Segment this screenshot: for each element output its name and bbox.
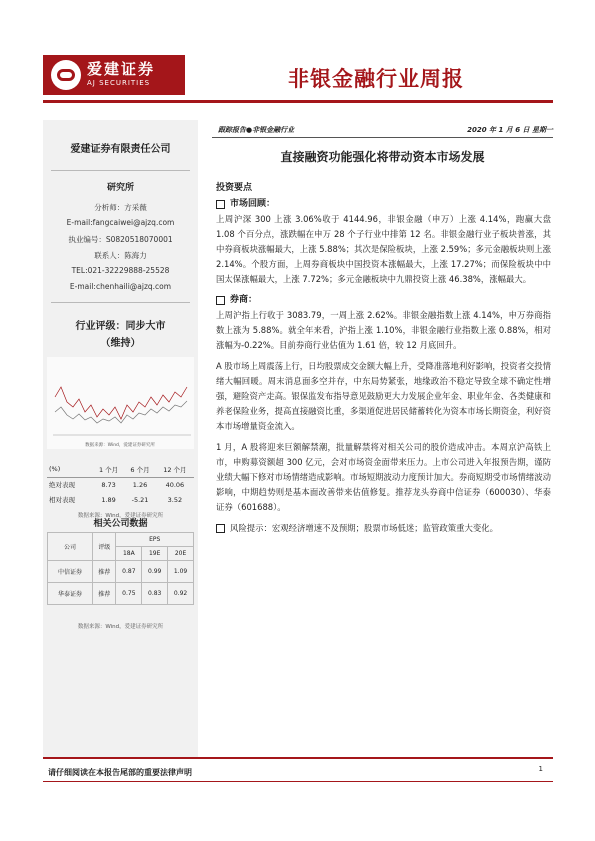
analyst-name: 分析师：方采薇: [94, 203, 147, 212]
perf-cell: 40.06: [165, 480, 185, 489]
rating-line-2: （维持）: [100, 338, 141, 349]
perf-header-cell: 12 个月: [156, 462, 194, 477]
main-content: [216, 181, 551, 538]
contact-tel: TEL:021-32229888-25528: [71, 266, 170, 275]
logo-text-cn: 爱建证券: [87, 60, 156, 79]
perf-cell: 3.52: [167, 495, 183, 504]
logo-text-en: AJ SECURITIES: [87, 79, 151, 88]
rel-cell: 推荐: [93, 583, 116, 605]
company-name: 爱建证券有限责任公司: [70, 144, 171, 155]
performance-chart: [47, 357, 194, 449]
perf-header-cell: 6 个月: [124, 462, 155, 477]
contact-name: 联系人：陈海力: [94, 251, 147, 260]
divider: [51, 170, 190, 171]
performance-table: [47, 462, 194, 522]
section-market-review: [216, 197, 551, 212]
perf-cell: 1.26: [132, 480, 148, 489]
section-title: 券商：: [230, 295, 258, 305]
footer-divider: [43, 757, 553, 759]
section-title: 市场回顾：: [230, 199, 276, 209]
rel-cell: 0.83: [142, 583, 168, 605]
perf-cell: 8.73: [101, 480, 116, 489]
risk-text: 风险提示：宏观经济增速不及预期；股票市场低迷；监管政策重大变化。: [230, 523, 498, 533]
rel-year: 19E: [142, 547, 168, 561]
market-analysis-text: A 股市场上周震荡上行，日均股票成交金额大幅上升，受降准落地利好影响，投资者交投情绪大幅回暖。周末消息面多空并存，中东局势紧张，地缘政治不稳定导致全球不确定性增强，避险资产走高。银保监发布指导意见鼓励更大力发展企业年金、职业年金、各类健康和养老保险业务，提高直接融资比重，多渠道促进居民储蓄转化为资本市场长期资金，利好资本市场增量资金流入。: [216, 361, 552, 431]
rel-header-company: 公司: [48, 533, 93, 561]
rel-cell: 0.99: [142, 561, 168, 583]
report-date: 2020 年 1 月 6 日 星期一: [467, 126, 553, 134]
rel-header-eps: EPS: [116, 533, 194, 547]
perf-cell: 1.89: [101, 495, 116, 504]
rel-cell: 华泰证券: [48, 583, 93, 605]
analyst-email[interactable]: E-mail:fangcaiwei@ajzq.com: [66, 218, 175, 227]
perf-header-cell: (%): [47, 462, 93, 477]
rel-cell: 0.92: [168, 583, 194, 605]
license-number: 执业编号：S0820518070001: [68, 235, 173, 244]
sidebar: [43, 120, 198, 758]
rel-cell: 0.87: [116, 561, 142, 583]
chart-source: 数据来源：Wind，爱建证券研究所: [85, 443, 155, 448]
market-review-text: 上周沪深 300 上涨 3.06%收于 4144.96，非银金融（申万）上涨 4.14%，跑赢大盘 1.08 个百分点，涨跌幅在申万 28 个子行业中排第 12 名。非银金融行业子板块普涨，其中券商板块涨幅最大，上涨 5.88%；其次是保险板块，上涨 2.59%；多元金融板块则上涨 2.14%。个股方面，上周券商板块中国投资本涨幅最大，上涨 17.27%；而保险板块中中国太保涨幅最大，上涨 7.72%；多元金融板块中九鼎投资上涨 46.38%，涨幅最大。: [216, 214, 551, 284]
checkbox-bullet-icon: [216, 524, 225, 533]
perf-header-cell: 1 个月: [93, 462, 124, 477]
related-source: 数据来源：Wind，爱建证券研究所: [77, 624, 164, 630]
rel-cell: 0.75: [116, 583, 142, 605]
related-companies-title: 相关公司数据: [93, 519, 148, 529]
report-title: 直接融资功能强化将带动资本市场发展: [280, 150, 485, 164]
logo-emblem-icon: [51, 60, 81, 90]
report-category: 跟踪报告●非银金融行业: [218, 126, 295, 134]
page-number: 1: [538, 765, 543, 773]
divider: [51, 302, 190, 303]
brokers-text: 上周沪指上行收于 3083.79，一周上涨 2.62%。非银金融指数上涨 4.14%，申万券商指数上涨为 5.88%。就全年来看，沪指上涨 1.10%，非银金融行业指数上涨 0.88%，相对涨幅为-0.22%。目前券商行业估值为 1.61 倍，较 12 月底回升。: [216, 310, 551, 350]
meta-divider: [212, 137, 553, 138]
footer-divider: [43, 781, 553, 782]
industry-rating: [43, 318, 198, 352]
section-brokers: [216, 293, 551, 308]
contact-email[interactable]: E-mail:chenhaili@ajzq.com: [69, 282, 172, 291]
rel-header-rating: 评级: [93, 533, 116, 561]
perf-cell: 相对表现: [49, 496, 75, 504]
rel-year: 18A: [116, 547, 142, 561]
outlook-text: 1 月，A 股将迎来巨额解禁潮，批量解禁将对相关公司的股价造成冲击。本周京沪高铁上市，申购募资额超 300 亿元，会对市场资金面带来压力。上市公司进入年报预告期，谨防业绩大幅下修对市场情绪造成影响。市场短期波动力度预计加大。券商短期受市场情绪波动影响，中期趋势则是基本面改善带来估值修复。推荐龙头券商中信证券（600030）、华泰证券（601688）。: [216, 442, 551, 512]
company-logo: [43, 55, 185, 95]
checkbox-bullet-icon: [216, 200, 225, 209]
header-divider: [43, 100, 553, 103]
research-label: 研究所: [106, 183, 134, 193]
legal-disclaimer-link[interactable]: 请仔细阅读在本报告尾部的重要法律声明: [48, 768, 192, 777]
section-heading: 投资要点: [216, 183, 253, 193]
perf-cell: -5.21: [131, 495, 149, 504]
related-companies-table: [47, 532, 194, 605]
risk-warning: [216, 521, 551, 538]
rel-cell: 中信证券: [48, 561, 93, 583]
perf-cell: 绝对表现: [49, 481, 75, 490]
rel-cell: 推荐: [93, 561, 116, 583]
rating-line-1: 行业评级：同步大市: [75, 321, 166, 332]
rel-year: 20E: [168, 547, 194, 561]
checkbox-bullet-icon: [216, 296, 225, 305]
rel-cell: 1.09: [168, 561, 194, 583]
report-type-title: 非银金融行业周报: [288, 67, 464, 91]
perf-source: 数据来源：Wind，爱建证券研究所: [77, 512, 164, 519]
